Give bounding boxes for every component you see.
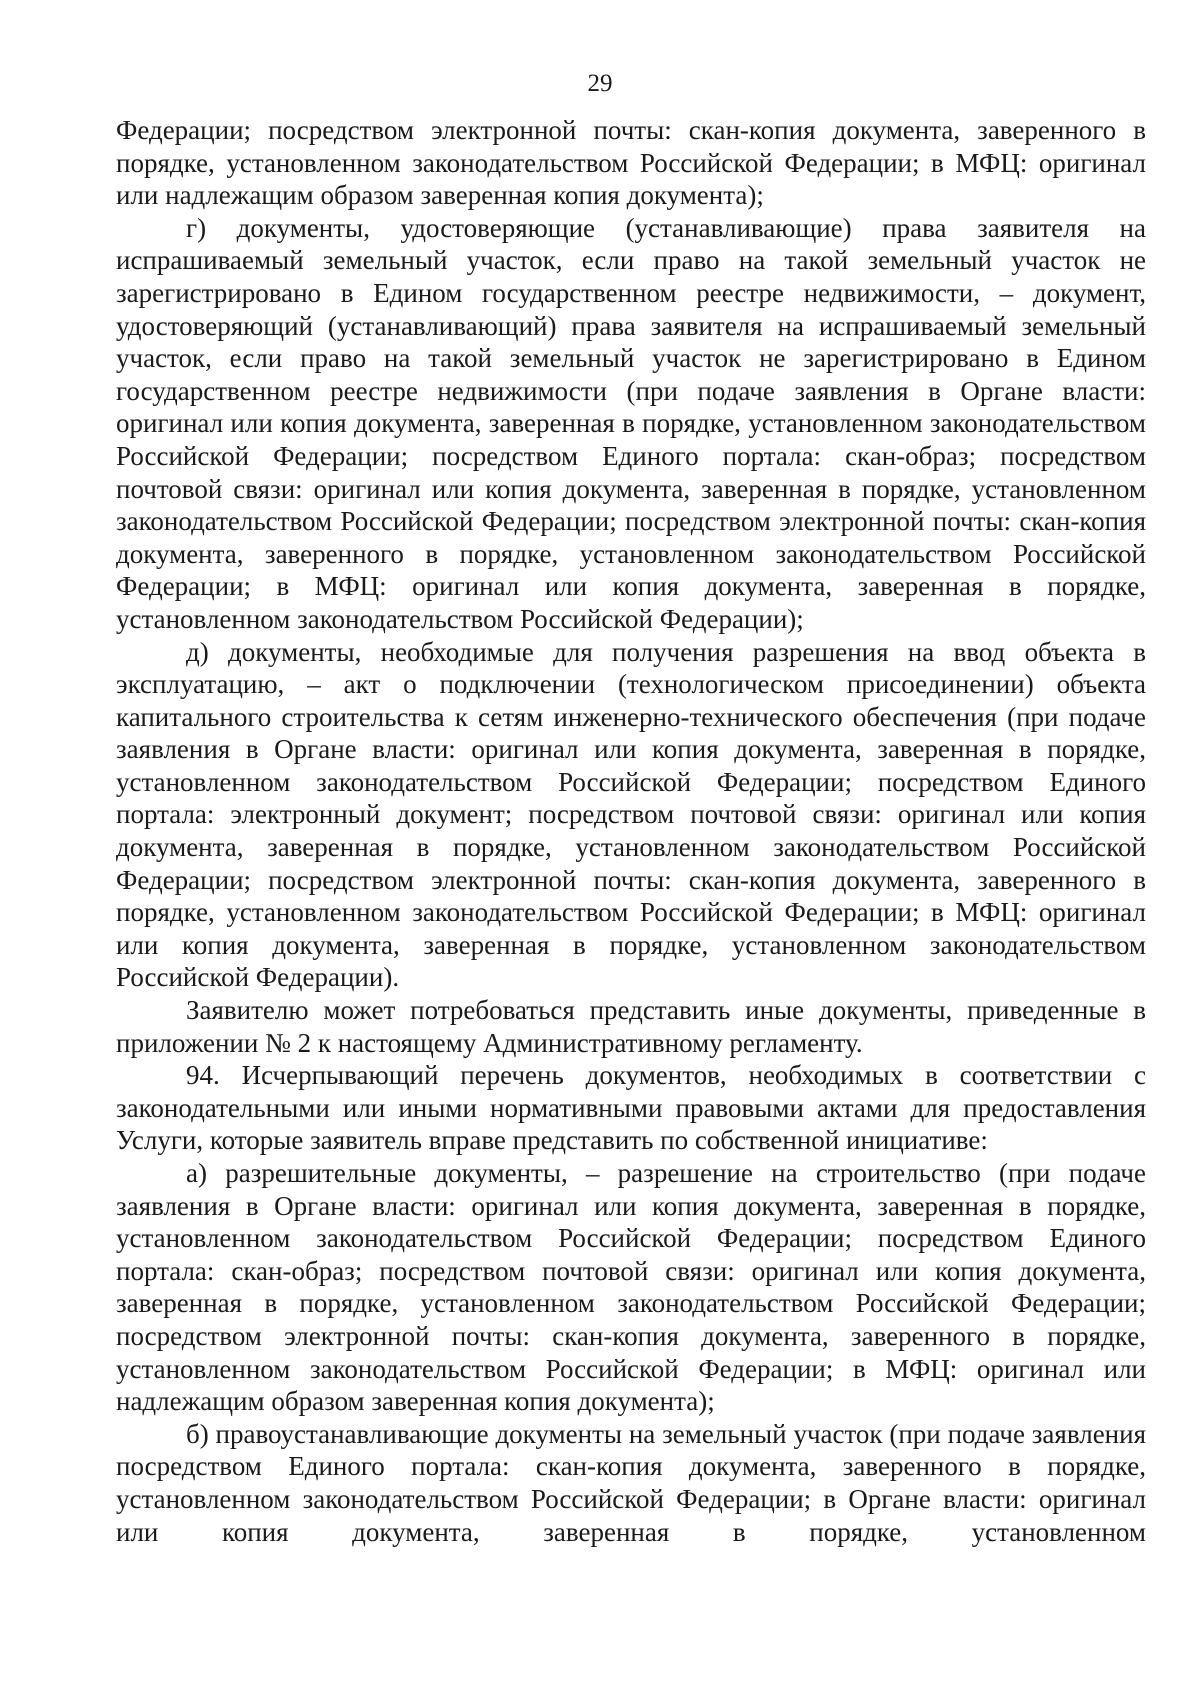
paragraph-other-documents: Заявителю может потребоваться представить иные документы, приведенные в приложении № 2 к настоящему Административному регламенту. xyxy=(116,995,1146,1058)
paragraph-item-b: б) правоустанавливающие документы на земельный участок (при подаче заявления посредством Единого портала: скан-копия документа, заверенного в порядке, установленном законодательством Российской Федерации; в Органе власти: оригинал или копия документа, заверенная в порядке, установленном xyxy=(116,1418,1146,1547)
document-body xyxy=(116,114,1146,1548)
paragraph-item-g: г) документы, удостоверяющие (устанавливающие) права заявителя на испрашиваемый земельный участок, если право на такой земельный участок не зарегистрировано в Едином государственном реестре недвижимости, – документ, удостоверяющий (устанавливающий) права заявителя на испрашиваемый земельный участок, если право на такой земельный участок не зарегистрировано в Едином государственном реестре недвижимости (при подаче заявления в Органе власти: оригинал или копия документа, заверенная в порядке, установленном законодательством Российской Федерации; посредством Единого портала: скан-образ; посредством почтовой связи: оригинал или копия документа, заверенная в порядке, установленном законодательством Российской Федерации; посредством электронной почты: скан-копия документа, заверенного в порядке, установленном законодательством Российской Федерации; в МФЦ: оригинал или копия документа, заверенная в порядке, установленном законодательством Российской Федерации); xyxy=(116,212,1146,634)
paragraph-item-a: а) разрешительные документы, – разрешение на строительство (при подаче заявления в Органе власти: оригинал или копия документа, заверенная в порядке, установленном законодательством Российской Федерации; посредством Единого портала: скан-образ; посредством почтовой связи: оригинал или копия документа, заверенная в порядке, установленном законодательством Российской Федерации; посредством электронной почты: скан-копия документа, заверенного в порядке, установленном законодательством Российской Федерации; в МФЦ: оригинал или надлежащим образом заверенная копия документа); xyxy=(116,1158,1146,1417)
paragraph-continuation: Федерации; посредством электронной почты: скан-копия документа, заверенного в порядке, установленном законодательством Российской Федерации; в МФЦ: оригинал или надлежащим образом заверенная копия документа); xyxy=(116,115,1146,211)
page-number: 29 xyxy=(587,70,613,97)
paragraph-item-d: д) документы, необходимые для получения разрешения на ввод объекта в эксплуатацию, – акт о подключении (технологическом присоединении) объекта капитального строительства к сетям инженерно-технического обеспечения (при подаче заявления в Органе власти: оригинал или копия документа, заверенная в порядке, установленном законодательством Российской Федерации; посредством Единого портала: электронный документ; посредством почтовой связи: оригинал или копия документа, заверенная в порядке, установленном законодательством Российской Федерации; посредством электронной почты: скан-копия документа, заверенного в порядке, установленном законодательством Российской Федерации; в МФЦ: оригинал или копия документа, заверенная в порядке, установленном законодательством Российской Федерации). xyxy=(116,636,1146,993)
paragraph-94: 94. Исчерпывающий перечень документов, необходимых в соответствии с законодательными или иными нормативными правовыми актами для предоставления Услуги, которые заявитель вправе представить по собственной инициативе: xyxy=(116,1060,1146,1156)
